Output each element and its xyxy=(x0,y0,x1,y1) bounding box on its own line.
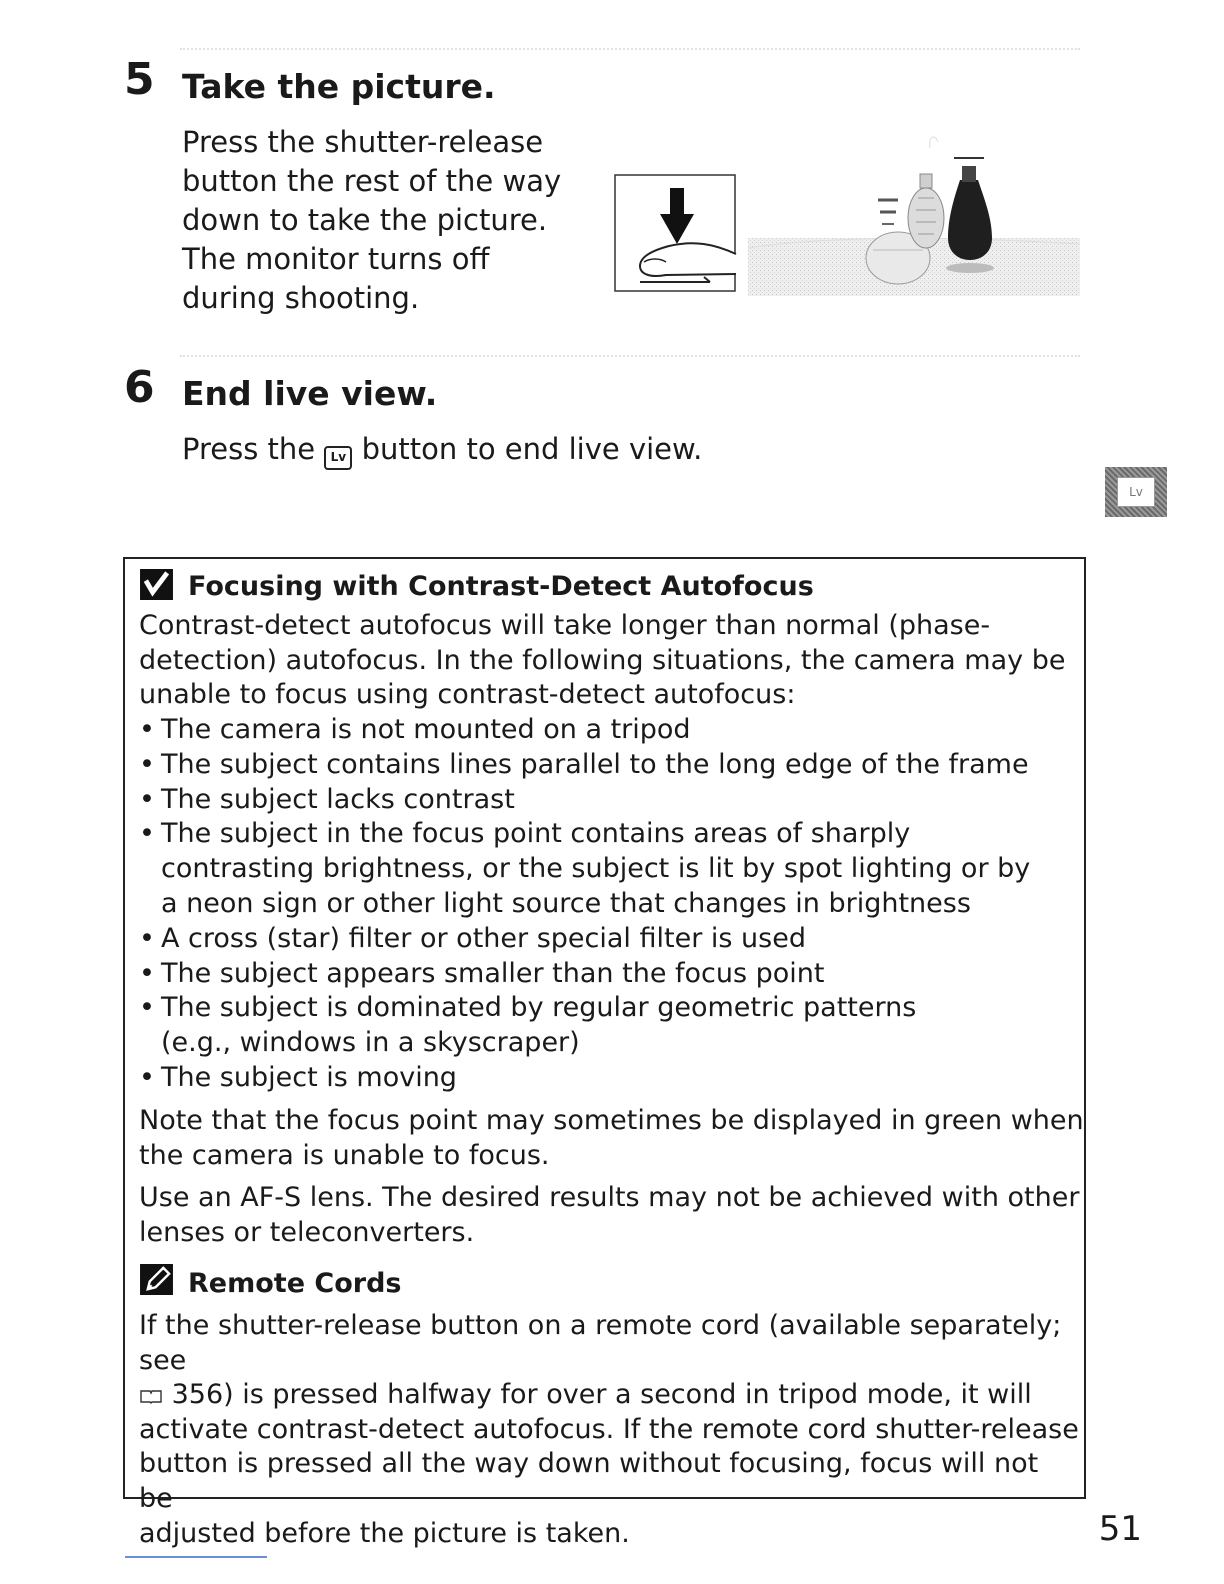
bullet-item: • The subject appears smaller than the focus point xyxy=(139,957,1054,992)
remote-line: activate contrast-detect autofocus. If the remote cord shutter-release xyxy=(139,1413,1079,1445)
remote-cords-title: Remote Cords xyxy=(188,1268,402,1299)
notes-box xyxy=(123,557,1086,1549)
step-5-number: 5 xyxy=(124,54,155,105)
bullet-item: • The subject is dominated by regular geometric patterns (e.g., windows in a skyscraper) xyxy=(139,991,921,1061)
caution-check-icon xyxy=(140,569,173,600)
mid-rule xyxy=(180,355,1080,357)
footer-rule xyxy=(125,1556,267,1558)
down-arrow-icon xyxy=(670,188,684,216)
caution-note-afs xyxy=(139,1181,1079,1250)
step-5-line: down to take the picture. xyxy=(182,203,548,237)
step-6-number: 6 xyxy=(124,362,155,413)
page-number: 51 xyxy=(1098,1509,1142,1549)
caution-bullets xyxy=(139,713,1054,1096)
remote-line: If the shutter-release button on a remote cord (available separately; see xyxy=(139,1310,1062,1376)
remote-cords-body xyxy=(139,1309,1079,1551)
bullet-item: • The subject contains lines parallel to the long edge of the frame xyxy=(139,748,1054,783)
step-5-line: The monitor turns off xyxy=(182,242,490,276)
bullet-item: • A cross (star) filter or other special filter is used xyxy=(139,922,1054,957)
step-5-title: Take the picture. xyxy=(182,67,496,106)
live-view-tab-icon: Lv xyxy=(1117,477,1155,507)
caution-note-green xyxy=(139,1104,1084,1173)
top-rule xyxy=(180,48,1080,50)
caution-intro-line: detection) autofocus. In the following situations, the camera may be xyxy=(139,644,1066,676)
caution-intro xyxy=(139,609,1065,713)
step-6-title: End live view. xyxy=(182,374,438,413)
bullet-item: • The subject is moving xyxy=(139,1061,1054,1096)
shutter-press-illustration xyxy=(614,174,738,294)
live-view-section-tab xyxy=(1105,467,1167,517)
caution-note-line: lenses or teleconverters. xyxy=(139,1216,475,1248)
step-5-line: button the rest of the way xyxy=(182,164,562,198)
pencil-note-icon xyxy=(140,1264,173,1295)
remote-line: adjusted before the picture is taken. xyxy=(139,1517,630,1549)
step-6-body xyxy=(182,430,882,470)
caution-title: Focusing with Contrast-Detect Autofocus xyxy=(188,571,814,602)
caution-intro-line: unable to focus using contrast-detect autofocus: xyxy=(139,679,796,711)
caution-note-line: Note that the focus point may sometimes be displayed in green when xyxy=(139,1105,1084,1136)
remote-line: button is pressed all the way down without focusing, focus will not be xyxy=(139,1448,1039,1514)
caution-intro-line: Contrast-detect autofocus will take longer than normal (phase- xyxy=(139,610,991,641)
book-reference-icon xyxy=(139,1388,163,1404)
sample-photo xyxy=(748,118,1080,296)
step-5-line: Press the shutter-release xyxy=(182,125,544,159)
caution-note-line: the camera is unable to focus. xyxy=(139,1139,550,1171)
bullet-item: • The subject lacks contrast xyxy=(139,783,1054,818)
step-5-body xyxy=(182,123,602,318)
bullet-item: • The subject in the focus point contains areas of sharply contrasting brightness, or the subject is lit by spot lighting or by a neon sign or other light source that changes in brightness xyxy=(139,817,1041,921)
step-5-line: during shooting. xyxy=(182,281,420,315)
caution-note-line: Use an AF-S lens. The desired results may not be achieved with other xyxy=(139,1182,1080,1213)
live-view-button-icon: Lv xyxy=(324,446,352,470)
step-6-text-before: Press the xyxy=(182,432,316,466)
step-6-text-after: button to end live view. xyxy=(361,432,703,466)
remote-line-text: 356) is pressed halfway for over a second in tripod mode, it will xyxy=(171,1379,1032,1411)
bullet-item: • The camera is not mounted on a tripod xyxy=(139,713,1054,748)
remote-line-with-ref xyxy=(139,1378,1079,1413)
